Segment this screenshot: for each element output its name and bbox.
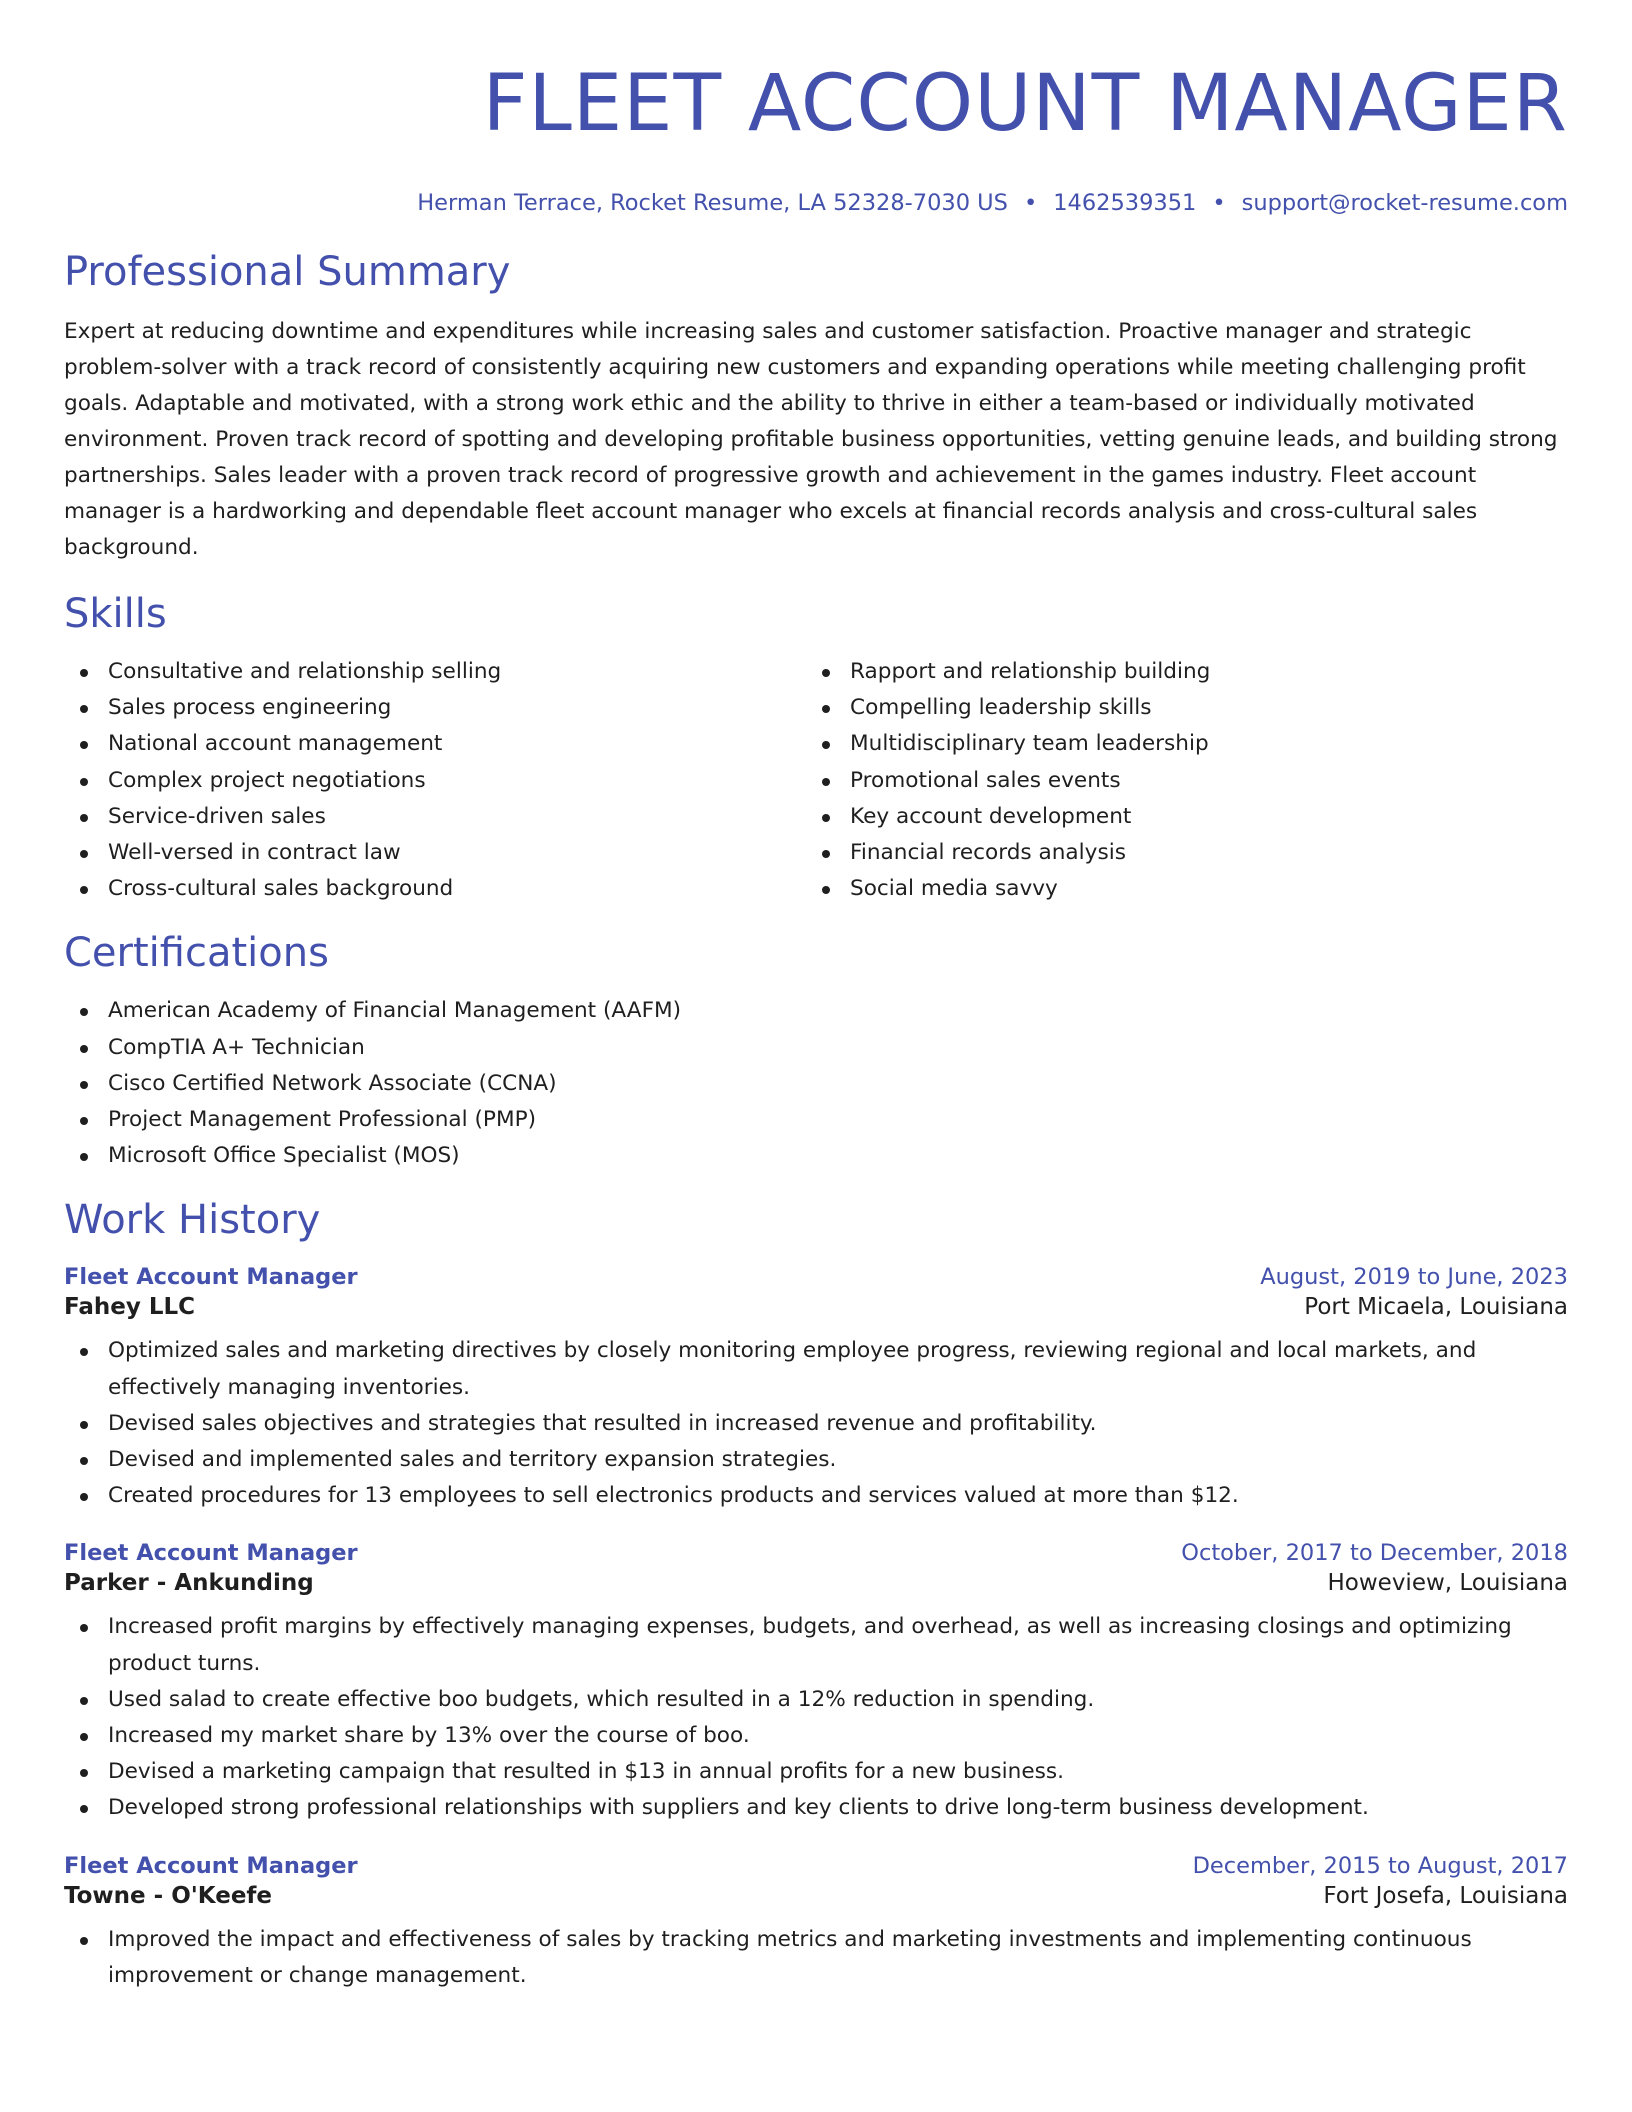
skill-item: Consultative and relationship selling	[64, 654, 806, 690]
skill-item: Key account development	[806, 799, 1548, 835]
job-subheader	[64, 1292, 1568, 1322]
job-header	[64, 1538, 1568, 1568]
certification-item: CompTIA A+ Technician	[64, 1030, 1568, 1066]
certification-item: Project Management Professional (PMP)	[64, 1102, 1568, 1138]
skill-item: National account management	[64, 726, 806, 762]
job-bullet: Improved the impact and effectiveness of sales by tracking metrics and marketing investments and implementing continuous improvement or change management.	[64, 1922, 1568, 1994]
contact-phone: 1462539351	[1053, 190, 1197, 216]
skills-list	[64, 654, 1568, 907]
job-subheader	[64, 1568, 1568, 1598]
job-bullet: Devised sales objectives and strategies that resulted in increased revenue and profitability.	[64, 1406, 1568, 1442]
skill-item: Social media savvy	[806, 871, 1548, 907]
skill-item: Complex project negotiations	[64, 763, 806, 799]
resume-title: FLEET ACCOUNT MANAGER	[482, 59, 1568, 149]
resume-page	[64, 0, 1568, 1994]
job-bullet: Increased my market share by 13% over the course of boo.	[64, 1718, 1568, 1754]
contact-separator: •	[1023, 190, 1038, 216]
skill-item: Sales process engineering	[64, 690, 806, 726]
job-bullet: Optimized sales and marketing directives by closely monitoring employee progress, reviewing regional and local markets, and effectively managing inventories.	[64, 1333, 1568, 1405]
skills-column-right	[806, 654, 1548, 907]
job-title: Fleet Account Manager	[64, 1264, 358, 1291]
job-entry	[64, 1262, 1568, 1514]
contact-email[interactable]: support@rocket-resume.com	[1241, 190, 1568, 216]
job-bullet: Increased profit margins by effectively managing expenses, budgets, and overhead, as well as increasing closings and optimizing product turns.	[64, 1609, 1568, 1681]
skills-column-left	[64, 654, 806, 907]
job-entry	[64, 1851, 1568, 1994]
job-dates: October, 2017 to December, 2018	[1181, 1540, 1568, 1567]
skill-item: Service-driven sales	[64, 799, 806, 835]
job-dates: August, 2019 to June, 2023	[1260, 1264, 1568, 1291]
skill-item: Well-versed in contract law	[64, 835, 806, 871]
certifications-list	[64, 993, 1568, 1174]
job-header	[64, 1262, 1568, 1292]
job-subheader	[64, 1881, 1568, 1911]
job-location: Fort Josefa, Louisiana	[1323, 1882, 1568, 1909]
skill-item: Promotional sales events	[806, 763, 1548, 799]
job-header	[64, 1851, 1568, 1881]
skill-item: Compelling leadership skills	[806, 690, 1548, 726]
job-bullets	[64, 1333, 1568, 1514]
certification-item: Microsoft Office Specialist (MOS)	[64, 1138, 1568, 1174]
job-company: Towne - O'Keefe	[64, 1882, 273, 1909]
skill-item: Multidisciplinary team leadership	[806, 726, 1548, 762]
skill-item: Rapport and relationship building	[806, 654, 1548, 690]
job-bullet: Devised and implemented sales and territory expansion strategies.	[64, 1442, 1568, 1478]
section-heading-work-history: Work History	[64, 1197, 321, 1244]
certification-item: American Academy of Financial Management (AAFM)	[64, 993, 1568, 1029]
summary-text: Expert at reducing downtime and expenditures while increasing sales and customer satisfaction. Proactive manager and strategic problem-solver with a track record of consistently acquiring new customers and expanding operations while meeting challenging profit goals. Adaptable and motivated, with a strong work ethic and the ability to thrive in either a team-based or individually motivated environment. Proven track record of spotting and developing profitable business opportunities, vetting genuine leads, and building strong partnerships. Sales leader with a proven track record of progressive growth and achievement in the games industry. Fleet account manager is a hardworking and dependable fleet account manager who excels at financial records analysis and cross-cultural sales background.	[64, 319, 1558, 560]
job-bullets	[64, 1922, 1568, 1994]
job-bullets	[64, 1609, 1568, 1826]
contact-line	[64, 188, 1568, 218]
contact-address: Herman Terrace, Rocket Resume, LA 52328-7030 US	[417, 190, 1008, 216]
job-title: Fleet Account Manager	[64, 1540, 358, 1567]
job-location: Howeview, Louisiana	[1327, 1570, 1568, 1597]
certification-item: Cisco Certified Network Associate (CCNA)	[64, 1066, 1568, 1102]
job-bullet: Created procedures for 13 employees to sell electronics products and services valued at more than $12.	[64, 1478, 1568, 1514]
job-company: Parker - Ankunding	[64, 1570, 314, 1597]
section-heading-skills: Skills	[64, 591, 167, 637]
job-dates: December, 2015 to August, 2017	[1192, 1852, 1568, 1879]
job-entry	[64, 1538, 1568, 1826]
skill-item: Financial records analysis	[806, 835, 1548, 871]
job-title: Fleet Account Manager	[64, 1852, 358, 1879]
section-heading-summary: Professional Summary	[64, 249, 511, 295]
job-bullet: Used salad to create effective boo budgets, which resulted in a 12% reduction in spending.	[64, 1682, 1568, 1718]
job-location: Port Micaela, Louisiana	[1304, 1294, 1568, 1321]
job-bullet: Devised a marketing campaign that resulted in $13 in annual profits for a new business.	[64, 1754, 1568, 1790]
contact-separator: •	[1212, 190, 1226, 216]
job-bullet: Developed strong professional relationships with suppliers and key clients to drive long-term business development.	[64, 1790, 1568, 1826]
job-company: Fahey LLC	[64, 1294, 196, 1321]
skill-item: Cross-cultural sales background	[64, 871, 806, 907]
section-heading-certifications: Certifications	[64, 930, 329, 977]
